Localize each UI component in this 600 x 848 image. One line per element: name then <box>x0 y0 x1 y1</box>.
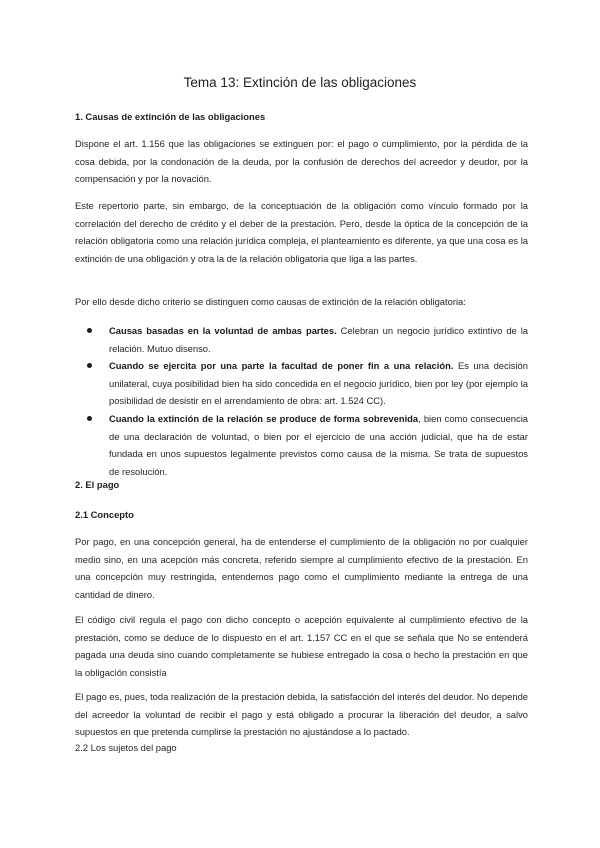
paragraph-repertorio: Este repertorio parte, sin embargo, de la conceptuación de la obligación como vínculo formado por la correlación del derecho de crédito y el deber de la prestación. Pero, desde la óptica de la concepción de la relación obligatoria como una relación jurídica compleja, el planteamiento es diferente, ya que una cosa es la extinción de una obligación y otra la de la relación obligatoria que liga a las partes. <box>75 200 528 264</box>
paragraph-criterio: Por ello desde dicho criterio se distinguen como causas de extinción de la relación obligatoria: <box>75 296 466 307</box>
list-item: Cuando se ejercita por una parte la facultad de poner fin a una relación. Es una decisión unilateral, cuya posibilidad bien ha sido concedida en el negocio jurídico, bien por ley (por ejemplo la posibilidad de desistir en el arrendamiento de obra: art. 1.524 CC). <box>75 357 528 410</box>
section-heading-causas: 1. Causas de extinción de las obligaciones <box>75 111 266 122</box>
page-title: Tema 13: Extinción de las obligaciones <box>183 75 417 90</box>
section-heading-pago: 2. El pago <box>75 479 120 490</box>
bullet-icon <box>87 416 92 421</box>
section-heading-concepto: 2.1 Concepto <box>75 509 134 520</box>
list-item: Cuando la extinción de la relación se produce de forma sobrevenida, bien como consecuencia de una declaración de voluntad, o bien por el ejercicio de una acción judicial, que ha de estar fundada en unos supuestos legalmente previstos como causa de la misma. Se trata de supuestos de resolución. <box>75 410 528 480</box>
paragraph-por-pago: Por pago, en una concepción general, ha de entenderse el cumplimiento de la obligación no por cualquier medio sino, en una acepción más concreta, referido siempre al cumplimiento efectivo de la prestación. En una concepción muy restringida, entendemos pago como el cumplimiento mediante la entrega de una cantidad de dinero. <box>75 536 528 600</box>
bullet-icon <box>87 328 92 333</box>
paragraph-dispone: Dispone el art. 1.156 que las obligaciones se extinguen por: el pago o cumplimiento, por la pérdida de la cosa debida, por la condonación de la deuda, por la confusión de derechos del acreedor y deudor, por la compensación y por la novación. <box>75 138 528 185</box>
section-heading-sujetos: 2.2 Los sujetos del pago <box>75 742 177 753</box>
causes-list <box>75 322 528 480</box>
list-item: Causas basadas en la voluntad de ambas partes. Celebran un negocio jurídico extintivo de la relación. Mutuo disenso. <box>75 322 528 357</box>
bullet-icon <box>87 363 92 368</box>
paragraph-codigo-civil: El código civil regula el pago con dicho concepto o acepción equivalente al cumplimiento efectivo de la prestación, como se deduce de lo dispuesto en el art. 1.157 CC en el que se señala que No se entenderá pagada una deuda sino cuando completamente se hubiese entregado la cosa o hecho la prestación en que la obligación consistía <box>75 614 528 678</box>
paragraph-el-pago-es: El pago es, pues, toda realización de la prestación debida, la satisfacción del interés del deudor. No depende del acreedor la voluntad de recibir el pago y está obligado a procurar la liberación del deudor, a salvo supuestos en que pretenda cumplirse la prestación no ajustándose a lo pactado. <box>75 691 528 738</box>
